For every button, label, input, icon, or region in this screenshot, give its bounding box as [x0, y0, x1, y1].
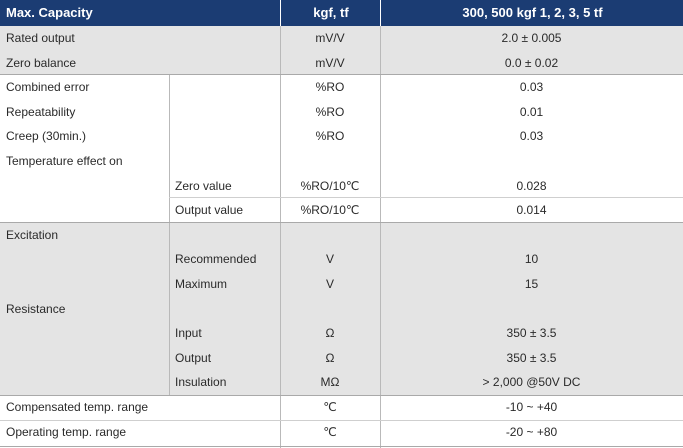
row-value: 10 [524, 252, 539, 267]
row-unit: mV/V [315, 31, 345, 45]
table-row [0, 26, 683, 51]
table-row [0, 75, 683, 100]
row-unit: %RO/10℃ [300, 178, 360, 193]
divider-temp-rows [0, 420, 683, 421]
row-unit [280, 149, 380, 174]
divider-sub-col-electrical [169, 222, 170, 395]
row-label: Repeatability [6, 104, 76, 119]
row-value: 0.03 [519, 129, 544, 144]
row-value: > 2,000 @50V DC [482, 375, 581, 390]
row-sublabel: Zero value [175, 178, 232, 193]
row-value: 350 ± 3.5 [506, 326, 557, 341]
row-unit: mV/V [315, 55, 345, 70]
table-row [0, 370, 683, 395]
row-sublabel: Output value [175, 203, 244, 218]
table-row [0, 198, 683, 223]
row-value [380, 223, 683, 248]
divider-section-2 [0, 222, 683, 223]
divider-value-col [380, 26, 381, 448]
row-value: -20 ~ +80 [505, 424, 558, 439]
divider-unit-col [280, 26, 281, 448]
row-label: Combined error [6, 80, 90, 95]
row-value: 15 [524, 277, 539, 291]
row-value: 0.01 [519, 104, 544, 119]
table-row [0, 346, 683, 371]
header-unit: kgf, tf [280, 0, 381, 26]
table-row [0, 420, 683, 445]
row-unit: V [325, 252, 334, 267]
table-row [0, 321, 683, 346]
row-unit: ℃ [323, 424, 337, 439]
row-value: 0.014 [516, 203, 547, 218]
divider-bottom [0, 446, 683, 447]
table-row [0, 174, 683, 199]
divider-zero-output [169, 197, 683, 198]
table-header [0, 0, 683, 26]
table-row [0, 149, 683, 174]
row-value [380, 149, 683, 174]
row-sublabel: Maximum [175, 277, 228, 291]
row-label: Operating temp. range [6, 424, 127, 439]
row-unit [280, 223, 380, 248]
header-capacity: Max. Capacity [6, 5, 93, 20]
row-sublabel: Output [175, 350, 212, 365]
row-label: Excitation [6, 227, 59, 242]
row-sublabel: Input [175, 326, 202, 341]
row-value [380, 297, 683, 322]
row-value: 0.028 [516, 178, 547, 193]
header-models: 300, 500 kgf 1, 2, 3, 5 tf [380, 0, 683, 26]
row-unit: Ω [325, 326, 335, 341]
row-unit: %RO [315, 104, 345, 119]
row-value: 0.0 ± 0.02 [504, 55, 559, 70]
row-unit: %RO [315, 80, 345, 95]
row-sublabel: Insulation [175, 375, 227, 390]
row-value: 2.0 ± 0.005 [501, 31, 562, 45]
row-unit: V [325, 277, 334, 291]
row-label: Rated output [6, 31, 75, 45]
row-unit: %RO [315, 129, 345, 144]
row-unit: Ω [325, 350, 335, 365]
row-label: Compensated temp. range [6, 400, 149, 414]
row-value: 350 ± 3.5 [506, 350, 557, 365]
table-row [0, 297, 683, 322]
table-row [0, 223, 683, 248]
row-label: Resistance [6, 301, 66, 316]
row-sublabel: Recommended [175, 252, 257, 267]
row-unit [280, 297, 380, 322]
table-row [0, 247, 683, 272]
table-row [0, 124, 683, 149]
row-unit: MΩ [320, 375, 340, 390]
row-value: -10 ~ +40 [505, 400, 558, 414]
divider-section-1 [0, 74, 683, 75]
row-value: 0.03 [519, 80, 544, 95]
divider-sub-col-accuracy [169, 74, 170, 222]
divider-section-3 [0, 395, 683, 396]
row-unit: %RO/10℃ [300, 203, 360, 218]
row-label: Creep (30min.) [6, 129, 87, 144]
table-row [0, 100, 683, 125]
row-unit: ℃ [323, 400, 337, 414]
row-label: Temperature effect on [6, 154, 123, 168]
table-row [0, 272, 683, 297]
table-row [0, 395, 683, 420]
table-row [0, 51, 683, 76]
row-label: Zero balance [6, 55, 77, 70]
